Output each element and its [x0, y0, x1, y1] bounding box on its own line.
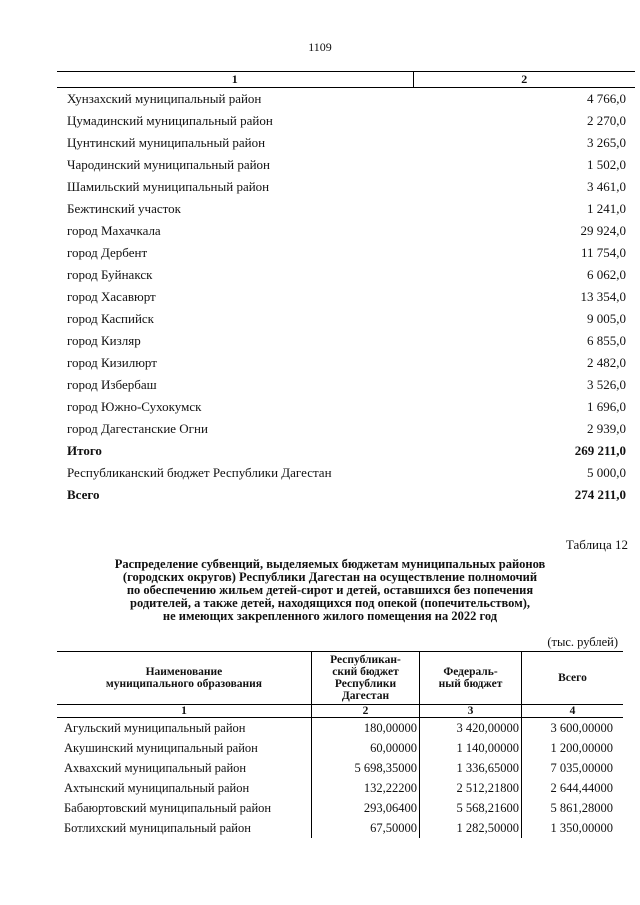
column-number: 1 [57, 705, 311, 718]
subvention-table [57, 651, 623, 838]
table-row [57, 198, 635, 220]
table-header-row [57, 72, 635, 88]
municipality-name: Республиканский бюджет Республики Дагестан [67, 465, 332, 480]
column-header-1: 1 [57, 72, 413, 88]
municipality-name: город Избербаш [67, 377, 157, 392]
table-row [57, 132, 635, 154]
municipality-name: Бабаюртовский муниципальный район [57, 798, 311, 818]
table-row [57, 462, 635, 484]
municipality-name: Ахвахский муниципальный район [57, 758, 311, 778]
title-line: (городских округов) Республики Дагестан на осуществление полномочий [122, 570, 538, 584]
republic-amount: 5 698,35000 [311, 758, 419, 778]
amount: 13 354,0 [580, 289, 626, 304]
amount: 6 062,0 [587, 267, 626, 282]
total-amount: 1 350,00000 [550, 820, 613, 835]
table-row [57, 264, 635, 286]
municipality-name: город Дагестанские Огни [67, 421, 208, 436]
amount: 29 924,0 [580, 223, 626, 238]
municipality-name: Шамильский муниципальный район [67, 179, 270, 194]
column-number: 4 [521, 705, 623, 718]
amount: 4 766,0 [587, 91, 626, 106]
republic-amount: 132,22200 [311, 778, 419, 798]
column-number: 2 [311, 705, 419, 718]
municipality-name: город Каспийск [67, 311, 154, 326]
municipality-name: город Хасавюрт [67, 289, 156, 304]
municipality-name: Цумадинский муниципальный район [67, 113, 273, 128]
table-row [57, 286, 635, 308]
table-row [57, 330, 635, 352]
table-row [57, 110, 635, 132]
municipality-name: город Кизляр [67, 333, 141, 348]
table-label: Таблица 12 [565, 537, 628, 552]
total-amount: 274 211,0 [574, 487, 626, 502]
municipality-name: Ботлихский муниципальный район [57, 818, 311, 838]
total-label: Всего [67, 487, 100, 502]
municipality-name: город Махачкала [67, 223, 161, 238]
table-title [60, 558, 600, 623]
municipality-name: город Южно-Сухокумск [67, 399, 202, 414]
table-row [57, 308, 635, 330]
table-row [57, 242, 635, 264]
column-header-federal-budget: Федераль- ный бюджет [420, 652, 522, 705]
title-line: по обеспечению жильем детей-сирот и детей, оставшихся без попечения [126, 583, 534, 597]
subtotal-row [57, 440, 635, 462]
municipality-name: город Дербент [67, 245, 148, 260]
amount: 1 241,0 [587, 201, 626, 216]
amount: 2 482,0 [587, 355, 626, 370]
municipality-name: город Кизилюрт [67, 355, 157, 370]
page-number: 1109 [308, 40, 332, 54]
municipality-name: город Буйнакск [67, 267, 153, 282]
table-row [57, 818, 623, 838]
federal-amount: 2 512,21800 [420, 778, 522, 798]
municipality-name: Ахтынский муниципальный район [57, 778, 311, 798]
amount: 2 270,0 [587, 113, 626, 128]
table-row [57, 738, 623, 758]
amount: 3 526,0 [587, 377, 626, 392]
table-header-row [57, 652, 623, 705]
amount: 5 000,0 [587, 465, 626, 480]
table-row [57, 220, 635, 242]
table-row [57, 352, 635, 374]
republic-amount: 67,50000 [311, 818, 419, 838]
column-header-municipality: Наименование муниципального образования [57, 652, 311, 705]
table-row [57, 374, 635, 396]
column-number: 3 [420, 705, 522, 718]
table-row [57, 88, 635, 111]
municipality-name: Акушинский муниципальный район [57, 738, 311, 758]
municipality-name: Чародинский муниципальный район [67, 157, 271, 172]
title-line: родителей, а также детей, находящихся под опекой (попечительством), [130, 596, 530, 610]
amount: 6 855,0 [587, 333, 626, 348]
total-amount: 3 600,00000 [550, 720, 613, 735]
allocation-table-continued [57, 71, 635, 506]
column-header-republic-budget: Республикан- ский бюджет Республики Дагестан [311, 652, 419, 705]
column-number-row [57, 705, 623, 718]
republic-amount: 180,00000 [311, 718, 419, 739]
total-row [57, 484, 635, 506]
amount: 2 939,0 [587, 421, 626, 436]
table-row [57, 798, 623, 818]
column-header-2: 2 [413, 72, 635, 88]
municipality-name: Бежтинский участок [67, 201, 181, 216]
subtotal-amount: 269 211,0 [574, 443, 626, 458]
republic-amount: 60,00000 [311, 738, 419, 758]
municipality-name: Цунтинский муниципальный район [67, 135, 266, 150]
federal-amount: 1 282,50000 [420, 818, 522, 838]
amount: 3 265,0 [587, 135, 626, 150]
amount: 3 461,0 [587, 179, 626, 194]
total-amount: 7 035,00000 [550, 760, 613, 775]
federal-amount: 3 420,00000 [420, 718, 522, 739]
amount: 9 005,0 [587, 311, 626, 326]
table-row [57, 758, 623, 778]
title-line: не имеющих закрепленного жилого помещения на 2022 год [162, 609, 498, 623]
total-amount: 2 644,44000 [550, 780, 613, 795]
amount: 11 754,0 [580, 245, 626, 260]
total-amount: 5 861,28000 [550, 800, 613, 815]
column-header-total: Всего [521, 652, 623, 705]
table-row [57, 396, 635, 418]
amount: 1 502,0 [587, 157, 626, 172]
table-row [57, 418, 635, 440]
federal-amount: 1 140,00000 [420, 738, 522, 758]
title-line: Распределение субвенций, выделяемых бюджетам муниципальных районов [114, 557, 546, 571]
table-row [57, 154, 635, 176]
republic-amount: 293,06400 [311, 798, 419, 818]
federal-amount: 5 568,21600 [420, 798, 522, 818]
municipality-name: Хунзахский муниципальный район [67, 91, 262, 106]
federal-amount: 1 336,65000 [420, 758, 522, 778]
units-note: (тыс. рублей) [547, 635, 618, 649]
municipality-name: Агульский муниципальный район [57, 718, 311, 739]
table-row [57, 176, 635, 198]
subtotal-label: Итого [67, 443, 102, 458]
amount: 1 696,0 [587, 399, 626, 414]
table-row [57, 778, 623, 798]
table-row [57, 718, 623, 739]
total-amount: 1 200,00000 [550, 740, 613, 755]
